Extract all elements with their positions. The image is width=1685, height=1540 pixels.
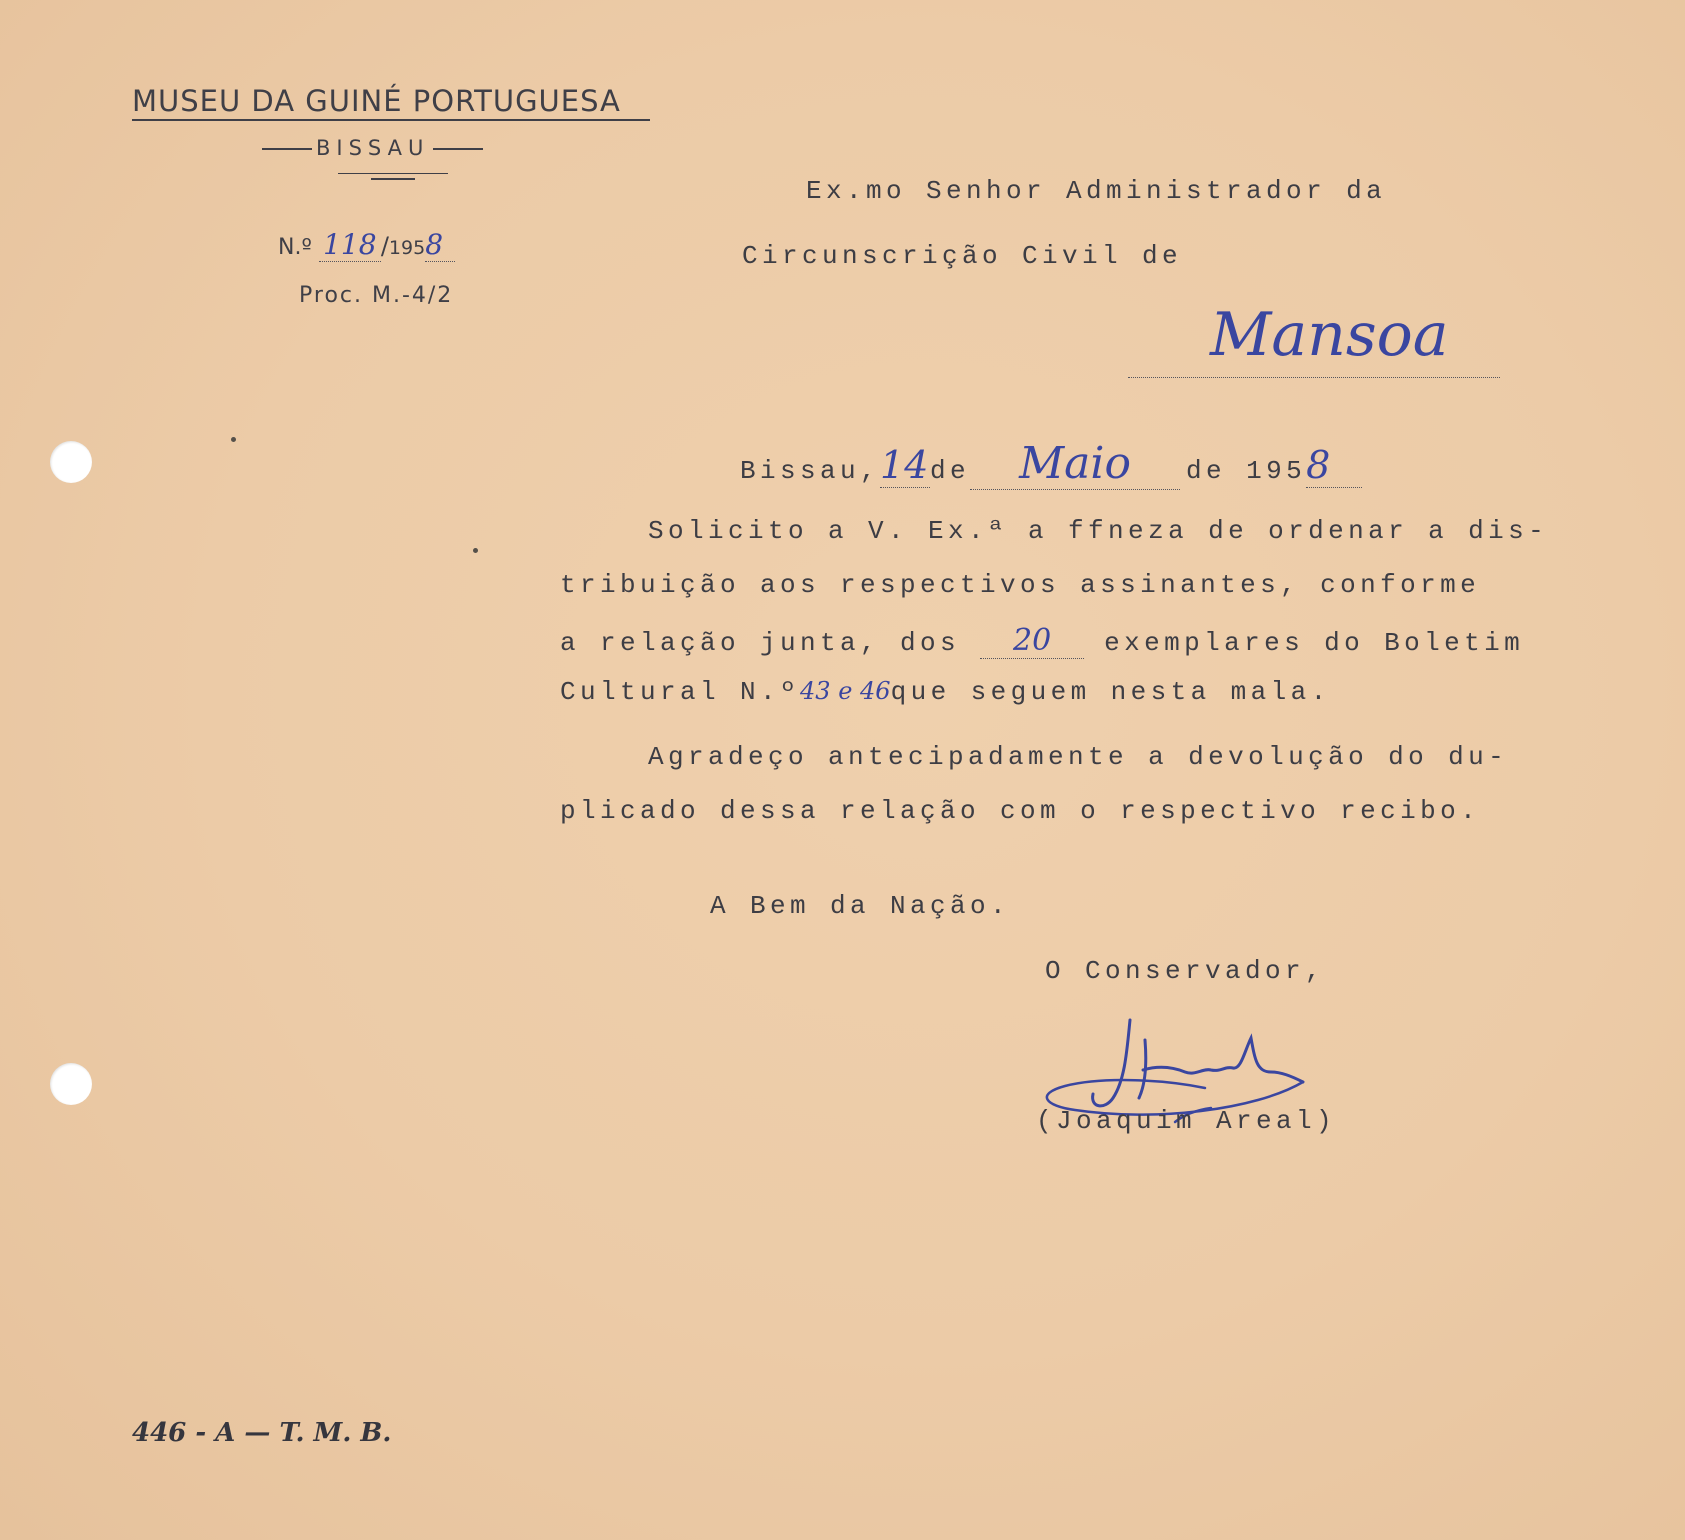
issue-numbers-hand: 43 e 46 bbox=[800, 677, 891, 705]
date-place: Bissau, bbox=[740, 456, 881, 486]
copies-field bbox=[980, 623, 1084, 659]
city-text: BISSAU bbox=[316, 136, 430, 160]
addressee-line-1: Ex.mo Senhor Administrador da bbox=[806, 176, 1387, 206]
p1-l4-b: que seguem nesta mala. bbox=[890, 677, 1331, 707]
dash-left bbox=[262, 148, 312, 150]
p1-l4-a: Cultural N.º bbox=[560, 677, 801, 707]
year-printed: 195 bbox=[1246, 456, 1307, 486]
closing-salutation: A Bem da Nação. bbox=[710, 891, 1011, 921]
dash-right bbox=[433, 148, 483, 150]
signatory-name: (Joaquim Areal) bbox=[1036, 1106, 1337, 1136]
city-rule bbox=[338, 173, 448, 174]
ref-number-field bbox=[319, 228, 381, 262]
paper-speck bbox=[473, 548, 478, 553]
date-de-2: de bbox=[1186, 456, 1227, 486]
month-hand: Maio bbox=[1019, 438, 1131, 489]
ref-sep: / bbox=[380, 232, 389, 260]
p1-l3-a: a relação junta, dos bbox=[560, 628, 961, 658]
body-p2-line-2: plicado dessa relação com o respectivo recibo. bbox=[560, 796, 1481, 826]
addressee-place-field bbox=[1128, 377, 1500, 378]
copies-hand: 20 bbox=[1012, 623, 1052, 658]
ref-year-hand: 8 bbox=[425, 228, 444, 261]
punch-hole-top bbox=[50, 441, 92, 483]
ref-prefix: N.º bbox=[278, 235, 312, 260]
punch-hole-bottom bbox=[50, 1063, 92, 1105]
ref-year-field bbox=[425, 228, 455, 262]
month-field bbox=[970, 438, 1180, 490]
city-rule-short bbox=[371, 178, 415, 180]
date-line bbox=[740, 438, 1362, 490]
body-p1-line-3 bbox=[560, 623, 1524, 659]
year-field bbox=[1306, 443, 1362, 488]
ref-year-printed: 195 bbox=[388, 237, 426, 259]
form-code: 446 - A — T. M. B. bbox=[132, 1418, 392, 1448]
day-hand: 14 bbox=[880, 443, 929, 487]
date-de-1: de bbox=[930, 456, 971, 486]
body-p1-line-1: Solicito a V. Ex.ª a ffneza de ordenar a dis- bbox=[648, 516, 1549, 546]
body-p1-line-2: tribuição aos respectivos assinantes, conforme bbox=[560, 570, 1481, 600]
year-hand: 8 bbox=[1306, 443, 1331, 487]
ref-number-hand: 118 bbox=[323, 228, 377, 261]
body-p2-line-1: Agradeço antecipadamente a devolução do du- bbox=[648, 742, 1509, 772]
paper-speck bbox=[231, 437, 236, 442]
signatory-title: O Conservador, bbox=[1045, 956, 1326, 986]
addressee-place-hand: Mansoa bbox=[1210, 300, 1449, 370]
institution-name: MUSEU DA GUINÉ PORTUGUESA bbox=[132, 84, 621, 118]
reference-number bbox=[278, 228, 455, 262]
body-p1-line-4 bbox=[560, 677, 1331, 707]
p1-l3-b: exemplares do Boletim bbox=[1104, 628, 1525, 658]
process-reference: Proc. M.-4/2 bbox=[299, 283, 454, 308]
addressee-line-2: Circunscrição Civil de bbox=[742, 241, 1183, 271]
letterhead-city bbox=[258, 136, 487, 160]
day-field bbox=[880, 443, 930, 488]
letterhead-rule bbox=[132, 119, 650, 121]
